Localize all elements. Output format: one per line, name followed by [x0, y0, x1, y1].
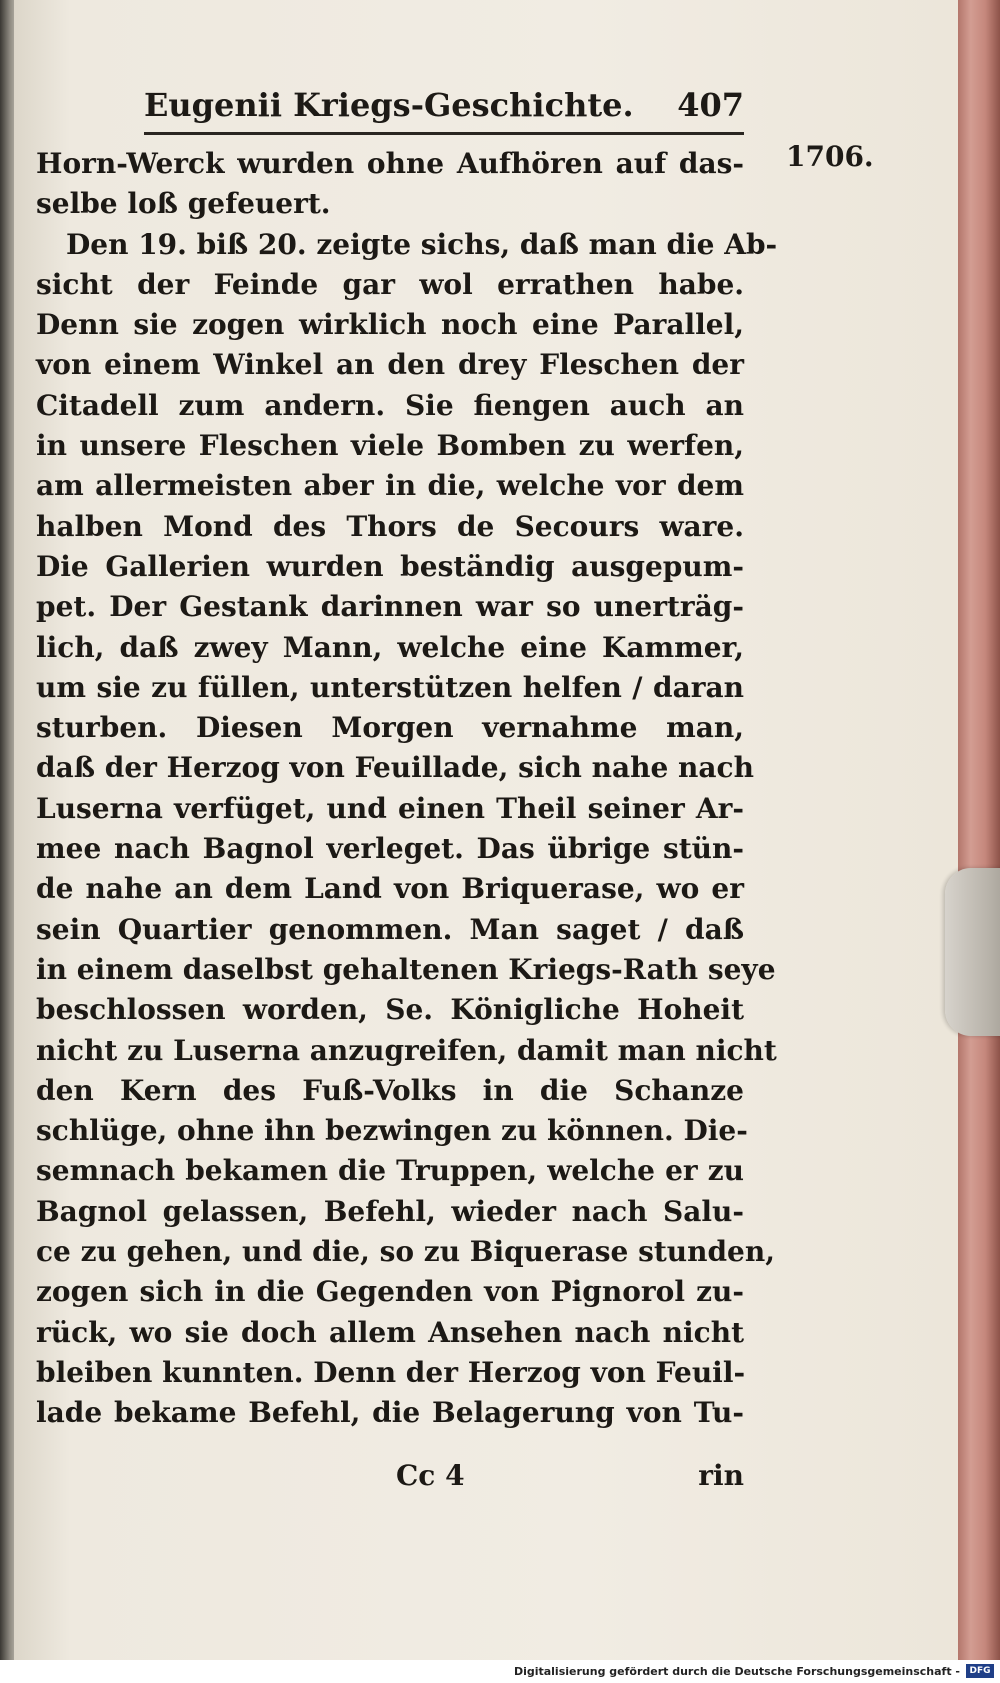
text-line: de nahe an dem Land von Briquerase, wo er	[36, 872, 744, 906]
text-line: daß der Herzog von Feuillade, sich nahe nach	[36, 751, 754, 785]
text-line: lade bekame Befehl, die Belagerung von Tu-	[36, 1396, 744, 1430]
text-line: den Kern des Fuß-Volks in die Schanze	[36, 1073, 744, 1107]
digitization-note: Digitalisierung gefördert durch die Deutsche Forschungsgemeinschaft -	[513, 1665, 960, 1678]
dfg-logo-icon: DFG	[966, 1664, 994, 1678]
text-line: Bagnol gelassen, Befehl, wieder nach Salu-	[36, 1194, 744, 1228]
text-line: sicht der Feinde gar wol errathen habe.	[36, 267, 744, 301]
text-line: Den 19. biß 20. zeigte sichs, daß man die Ab-	[66, 227, 778, 261]
text-line: in einem daselbst gehaltenen Kriegs-Rath seye	[36, 952, 776, 986]
text-line: Horn-Werck wurden ohne Aufhören auf das-	[36, 147, 744, 180]
text-line: sein Quartier genommen. Man saget / daß	[36, 912, 744, 946]
body-text	[36, 144, 778, 1434]
text-line: rück, wo sie doch allem Ansehen nach nicht	[36, 1315, 744, 1349]
text-line: am allermeisten aber in die, welche vor dem	[36, 469, 744, 503]
signature-mark: Cc 4	[396, 1459, 465, 1492]
text-line: sturben. Diesen Morgen vernahme man,	[36, 711, 744, 745]
text-line: zogen sich in die Gegenden von Pignorol zu-	[36, 1275, 744, 1309]
text-line: ce zu gehen, und die, so zu Biquerase stunden,	[36, 1235, 775, 1269]
header-rule	[144, 132, 744, 135]
text-line: Die Gallerien wurden beständig ausgepum-	[36, 549, 744, 583]
text-line: selbe loß gefeuert.	[36, 187, 331, 221]
page-number: 407	[677, 86, 744, 124]
text-line: um sie zu füllen, unterstützen helfen / daran	[36, 670, 744, 704]
page-clip	[945, 868, 1000, 1036]
text-line: Luserna verfüget, und einen Theil seiner Ar-	[36, 791, 744, 825]
text-line: nicht zu Luserna anzugreifen, damit man nicht	[36, 1033, 777, 1067]
text-line: in unsere Fleschen viele Bomben zu werfen,	[36, 429, 744, 463]
text-line: bleiben kunnten. Denn der Herzog von Feuil-	[36, 1355, 746, 1389]
text-line: schlüge, ohne ihn bezwingen zu können. Die-	[36, 1114, 748, 1148]
marginal-year: 1706.	[786, 140, 874, 173]
text-line: mee nach Bagnol verleget. Das übrige stün-	[36, 832, 744, 866]
running-head	[144, 86, 744, 130]
text-line: von einem Winkel an den drey Fleschen der	[36, 348, 744, 382]
digitization-bar	[0, 1660, 1000, 1683]
text-line: Denn sie zogen wirklich noch eine Parallel,	[36, 308, 744, 342]
text-line: halben Mond des Thors de Secours ware.	[36, 509, 744, 543]
page-fore-edge	[958, 0, 1000, 1660]
catchword: rin	[698, 1459, 744, 1492]
text-line: lich, daß zwey Mann, welche eine Kammer,	[36, 630, 744, 664]
running-title: Eugenii Kriegs-Geschichte.	[144, 86, 634, 124]
page-footer	[36, 1459, 744, 1499]
text-line: semnach bekamen die Truppen, welche er zu	[36, 1154, 744, 1188]
text-line: pet. Der Gestank darinnen war so unerträg-	[36, 590, 744, 624]
text-line: Citadell zum andern. Sie fiengen auch an	[36, 388, 744, 422]
text-line: beschlossen worden, Se. Königliche Hoheit	[36, 993, 744, 1027]
